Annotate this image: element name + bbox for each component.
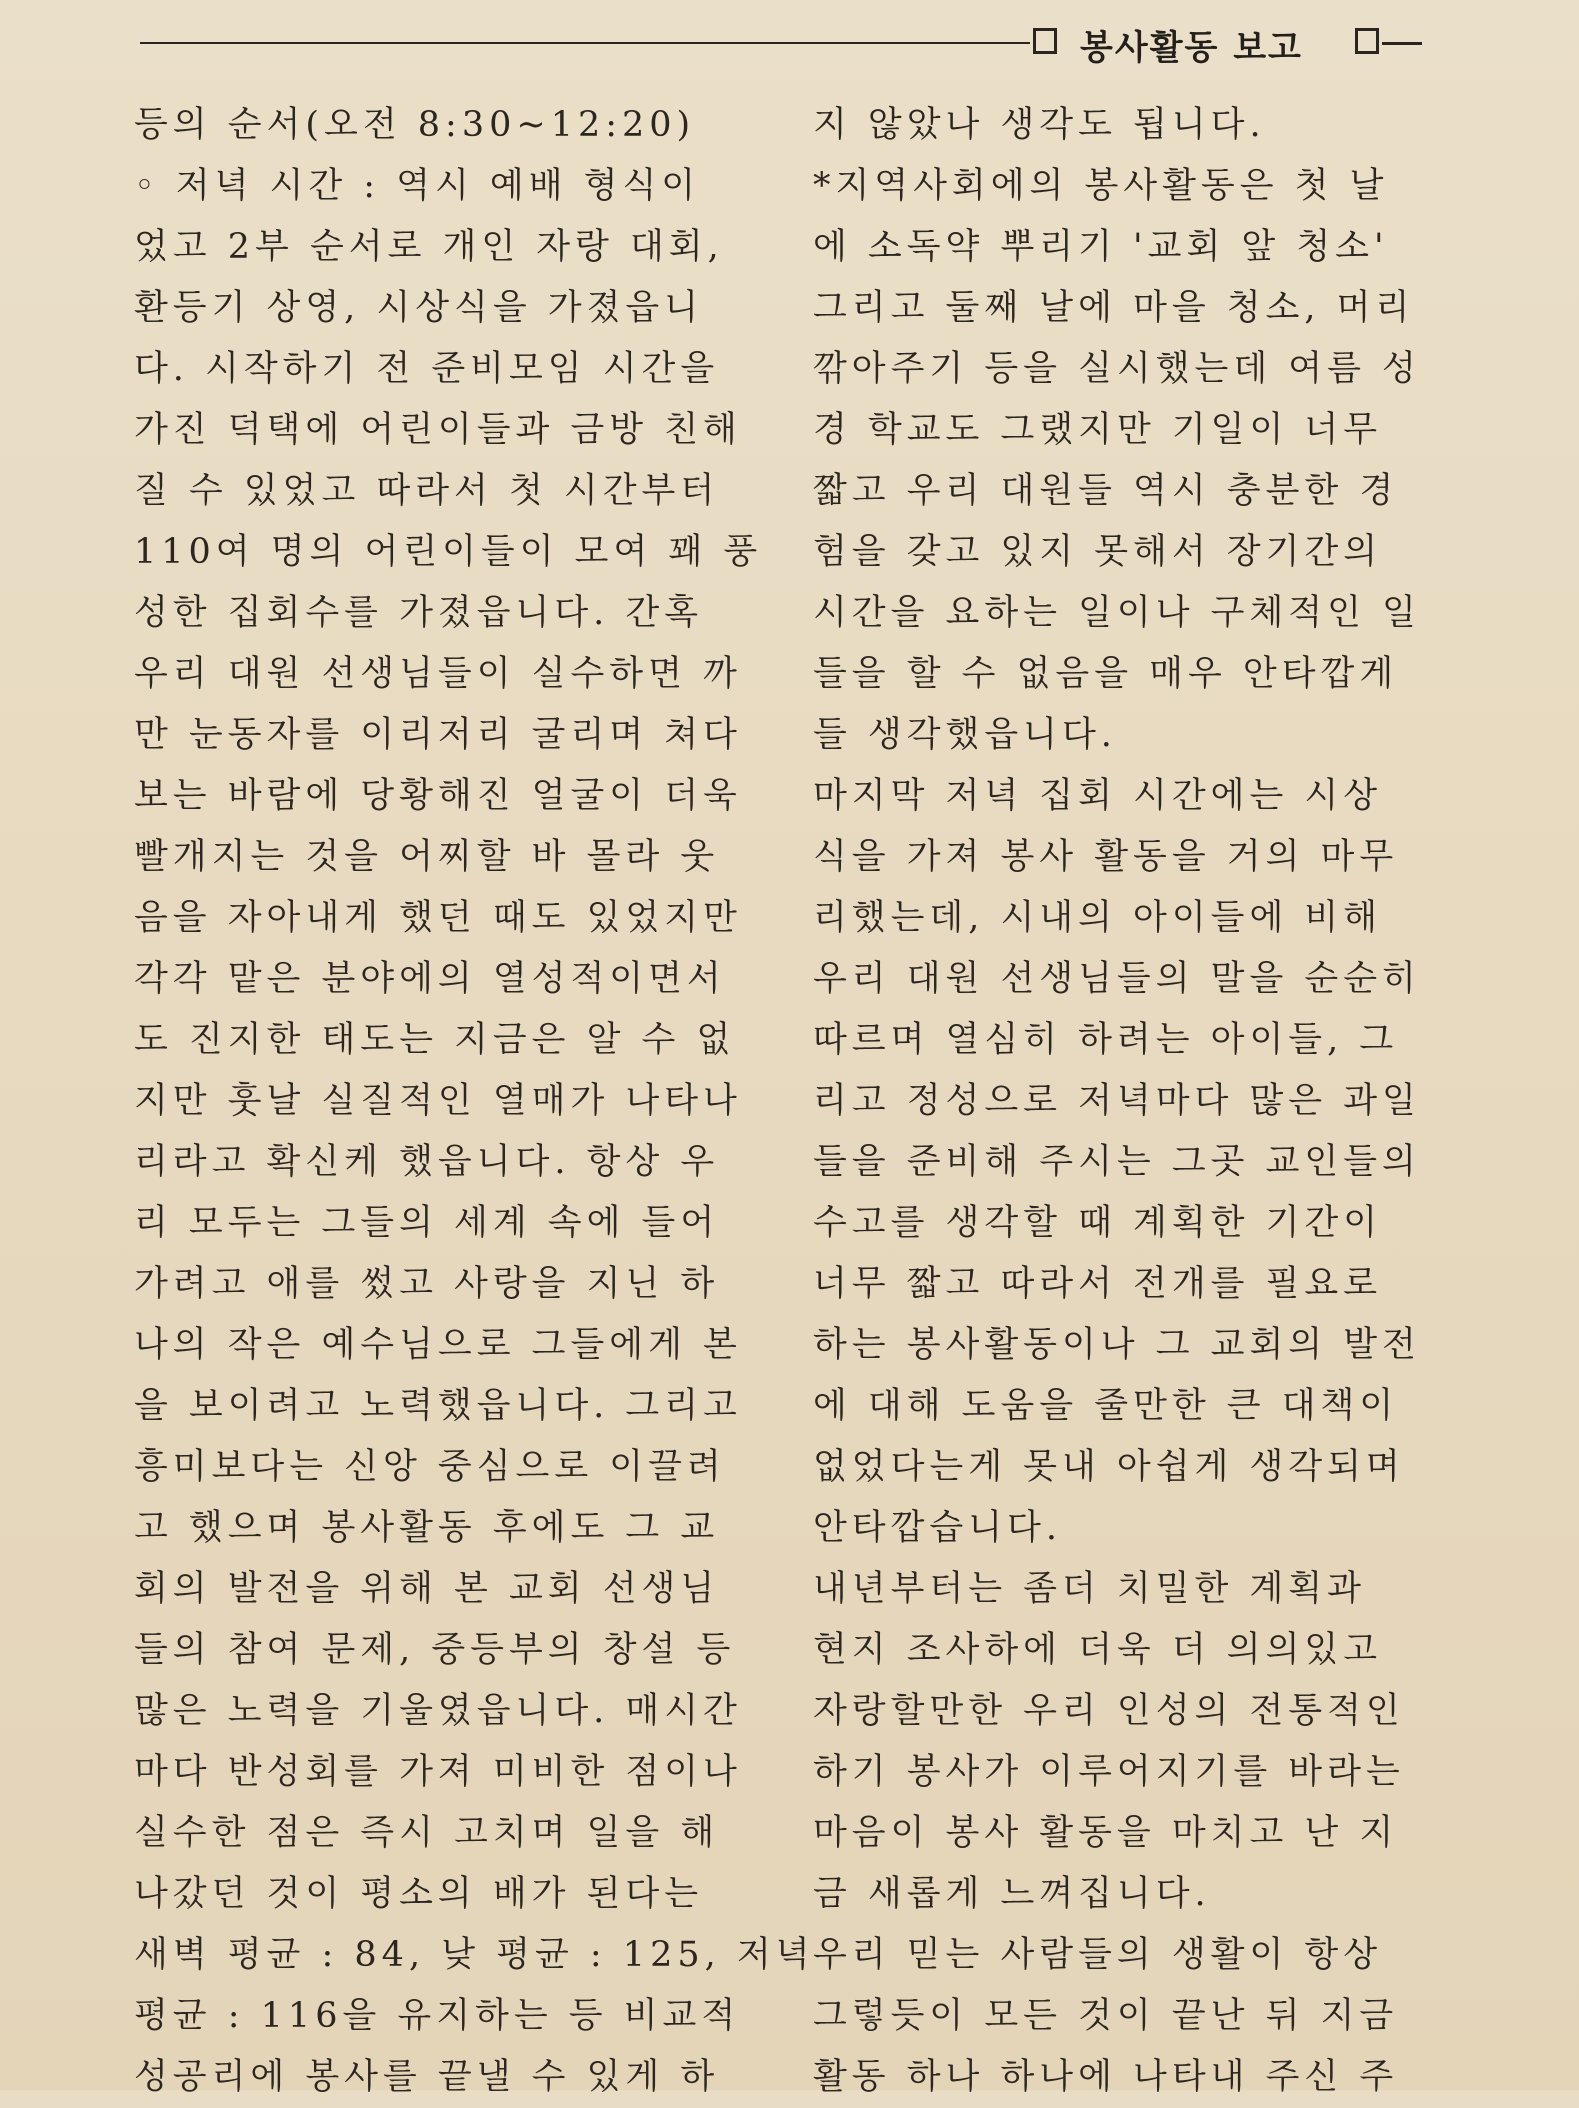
text-line: 자랑할만한 우리 인성의 전통적인 (813, 1691, 1405, 1731)
text-line: 리고 정성으로 저녁마다 많은 과일 (813, 1081, 1421, 1121)
text-line: *지역사회에의 봉사활동은 첫 날 (813, 166, 1389, 206)
text-line: 들 생각했읍니다. (813, 715, 1117, 755)
text-line: 안타깝습니다. (813, 1508, 1062, 1548)
text-line: 내년부터는 좀더 치밀한 계획과 (813, 1569, 1366, 1609)
text-line: 우리 대원 선생님들이 실수하면 까 (134, 654, 742, 694)
text-line: 질 수 있었고 따라서 첫 시간부터 (134, 471, 720, 511)
text-line: 회의 발전을 위해 본 교회 선생님 (134, 1569, 720, 1609)
text-line: 만 눈동자를 이리저리 굴리며 쳐다 (134, 715, 742, 755)
header-box-left (1033, 28, 1057, 54)
text-line: 평균 : 116을 유지하는 등 비교적 (134, 1996, 741, 2036)
text-line: 없었다는게 못내 아쉽게 생각되며 (813, 1447, 1405, 1487)
text-line: 들을 준비해 주시는 그곳 교인들의 (813, 1142, 1421, 1182)
text-line: 음을 자아내게 했던 때도 있었지만 (134, 898, 742, 938)
page-header (140, 18, 1440, 68)
text-line: 마음이 봉사 활동을 마치고 난 지 (813, 1813, 1399, 1853)
right-text-column (813, 95, 1433, 2108)
text-line: ◦ 저녁 시간 : 역시 예배 형식이 (134, 166, 701, 206)
text-line: 지 않았나 생각도 됩니다. (813, 105, 1266, 145)
text-line: 깎아주기 등을 실시했는데 여름 성 (813, 349, 1421, 389)
section-title: 봉사활동 보고 (1080, 28, 1303, 68)
text-line: 다. 시작하기 전 준비모임 시간을 (134, 349, 720, 389)
text-line: 많은 노력을 기울였읍니다. 매시간 (134, 1691, 742, 1731)
text-line: 짧고 우리 대원들 역시 충분한 경 (813, 471, 1399, 511)
text-line: 새벽 평균 : 84, 낮 평균 : 125, 저녁 (134, 1935, 815, 1975)
text-line: 각각 맡은 분야에의 열성적이면서 (134, 959, 726, 999)
text-line: 흥미보다는 신앙 중심으로 이끌려 (134, 1447, 726, 1487)
text-line: 활동 하나 하나에 나타내 주신 주 (813, 2057, 1399, 2097)
text-line: 가진 덕택에 어린이들과 금방 친해 (134, 410, 742, 450)
text-line: 성한 집회수를 가졌읍니다. 간혹 (134, 593, 704, 633)
text-line: 리라고 확신케 했읍니다. 항상 우 (134, 1142, 720, 1182)
text-line: 나갔던 것이 평소의 배가 된다는 (134, 1874, 704, 1914)
text-line: 하기 봉사가 이루어지기를 바라는 (813, 1752, 1405, 1792)
text-line: 리 모두는 그들의 세계 속에 들어 (134, 1203, 720, 1243)
text-line: 그렇듯이 모든 것이 끝난 뒤 지금 (813, 1996, 1399, 2036)
text-line: 환등기 상영, 시상식을 가졌읍니 (134, 288, 704, 328)
text-line: 보는 바람에 당황해진 얼굴이 더욱 (134, 776, 742, 816)
text-line: 들의 참여 문제, 중등부의 창설 등 (134, 1630, 736, 1670)
text-line: 너무 짧고 따라서 전개를 필요로 (813, 1264, 1383, 1304)
text-line: 지만 훗날 실질적인 열매가 나타나 (134, 1081, 742, 1121)
text-line: 리했는데, 시내의 아이들에 비해 (813, 898, 1383, 938)
header-rule (140, 42, 1030, 44)
header-rule-tail (1382, 42, 1422, 45)
text-line: 마다 반성회를 가져 미비한 점이나 (134, 1752, 742, 1792)
text-line: 수고를 생각할 때 계획한 기간이 (813, 1203, 1383, 1243)
text-line: 도 진지한 태도는 지금은 알 수 없 (134, 1020, 736, 1060)
text-line: 었고 2부 순서로 개인 자랑 대회, (134, 227, 724, 267)
text-line: 을 보이려고 노력했읍니다. 그리고 (134, 1386, 742, 1426)
text-line: 경 학교도 그랬지만 기일이 너무 (813, 410, 1383, 450)
text-line: 우리 믿는 사람들의 생활이 항상 (813, 1935, 1383, 1975)
text-line: 현지 조사하에 더욱 더 의의있고 (813, 1630, 1383, 1670)
text-line: 들을 할 수 없음을 매우 안타깝게 (813, 654, 1399, 694)
text-line: 110여 명의 어린이들이 모여 꽤 풍 (134, 532, 763, 572)
text-line: 실수한 점은 즉시 고치며 일을 해 (134, 1813, 720, 1853)
text-line: 그리고 둘째 날에 마을 청소, 머리 (813, 288, 1415, 328)
text-line: 따르며 열심히 하려는 아이들, 그 (813, 1020, 1399, 1060)
text-line: 시간을 요하는 일이나 구체적인 일 (813, 593, 1421, 633)
text-line: 가려고 애를 썼고 사랑을 지닌 하 (134, 1264, 720, 1304)
text-line: 성공리에 봉사를 끝낼 수 있게 하 (134, 2057, 720, 2097)
text-line: 고 했으며 봉사활동 후에도 그 교 (134, 1508, 720, 1548)
text-line: 에 대해 도움을 줄만한 큰 대책이 (813, 1386, 1399, 1426)
text-line: 에 소독약 뿌리기 '교회 앞 청소' (813, 227, 1389, 267)
text-line: 우리 대원 선생님들의 말을 순순히 (813, 959, 1421, 999)
text-line: 빨개지는 것을 어찌할 바 몰라 웃 (134, 837, 720, 877)
text-line: 식을 가져 봉사 활동을 거의 마무 (813, 837, 1399, 877)
text-line: 나의 작은 예수님으로 그들에게 본 (134, 1325, 742, 1365)
text-line: 험을 갖고 있지 못해서 장기간의 (813, 532, 1383, 572)
text-line: 금 새롭게 느껴집니다. (813, 1874, 1211, 1914)
text-line: 등의 순서(오전 8:30~12:20) (134, 105, 696, 145)
text-line: 마지막 저녁 집회 시간에는 시상 (813, 776, 1383, 816)
header-box-right (1355, 28, 1379, 54)
left-text-column (134, 95, 815, 2108)
text-line: 하는 봉사활동이나 그 교회의 발전 (813, 1325, 1421, 1365)
